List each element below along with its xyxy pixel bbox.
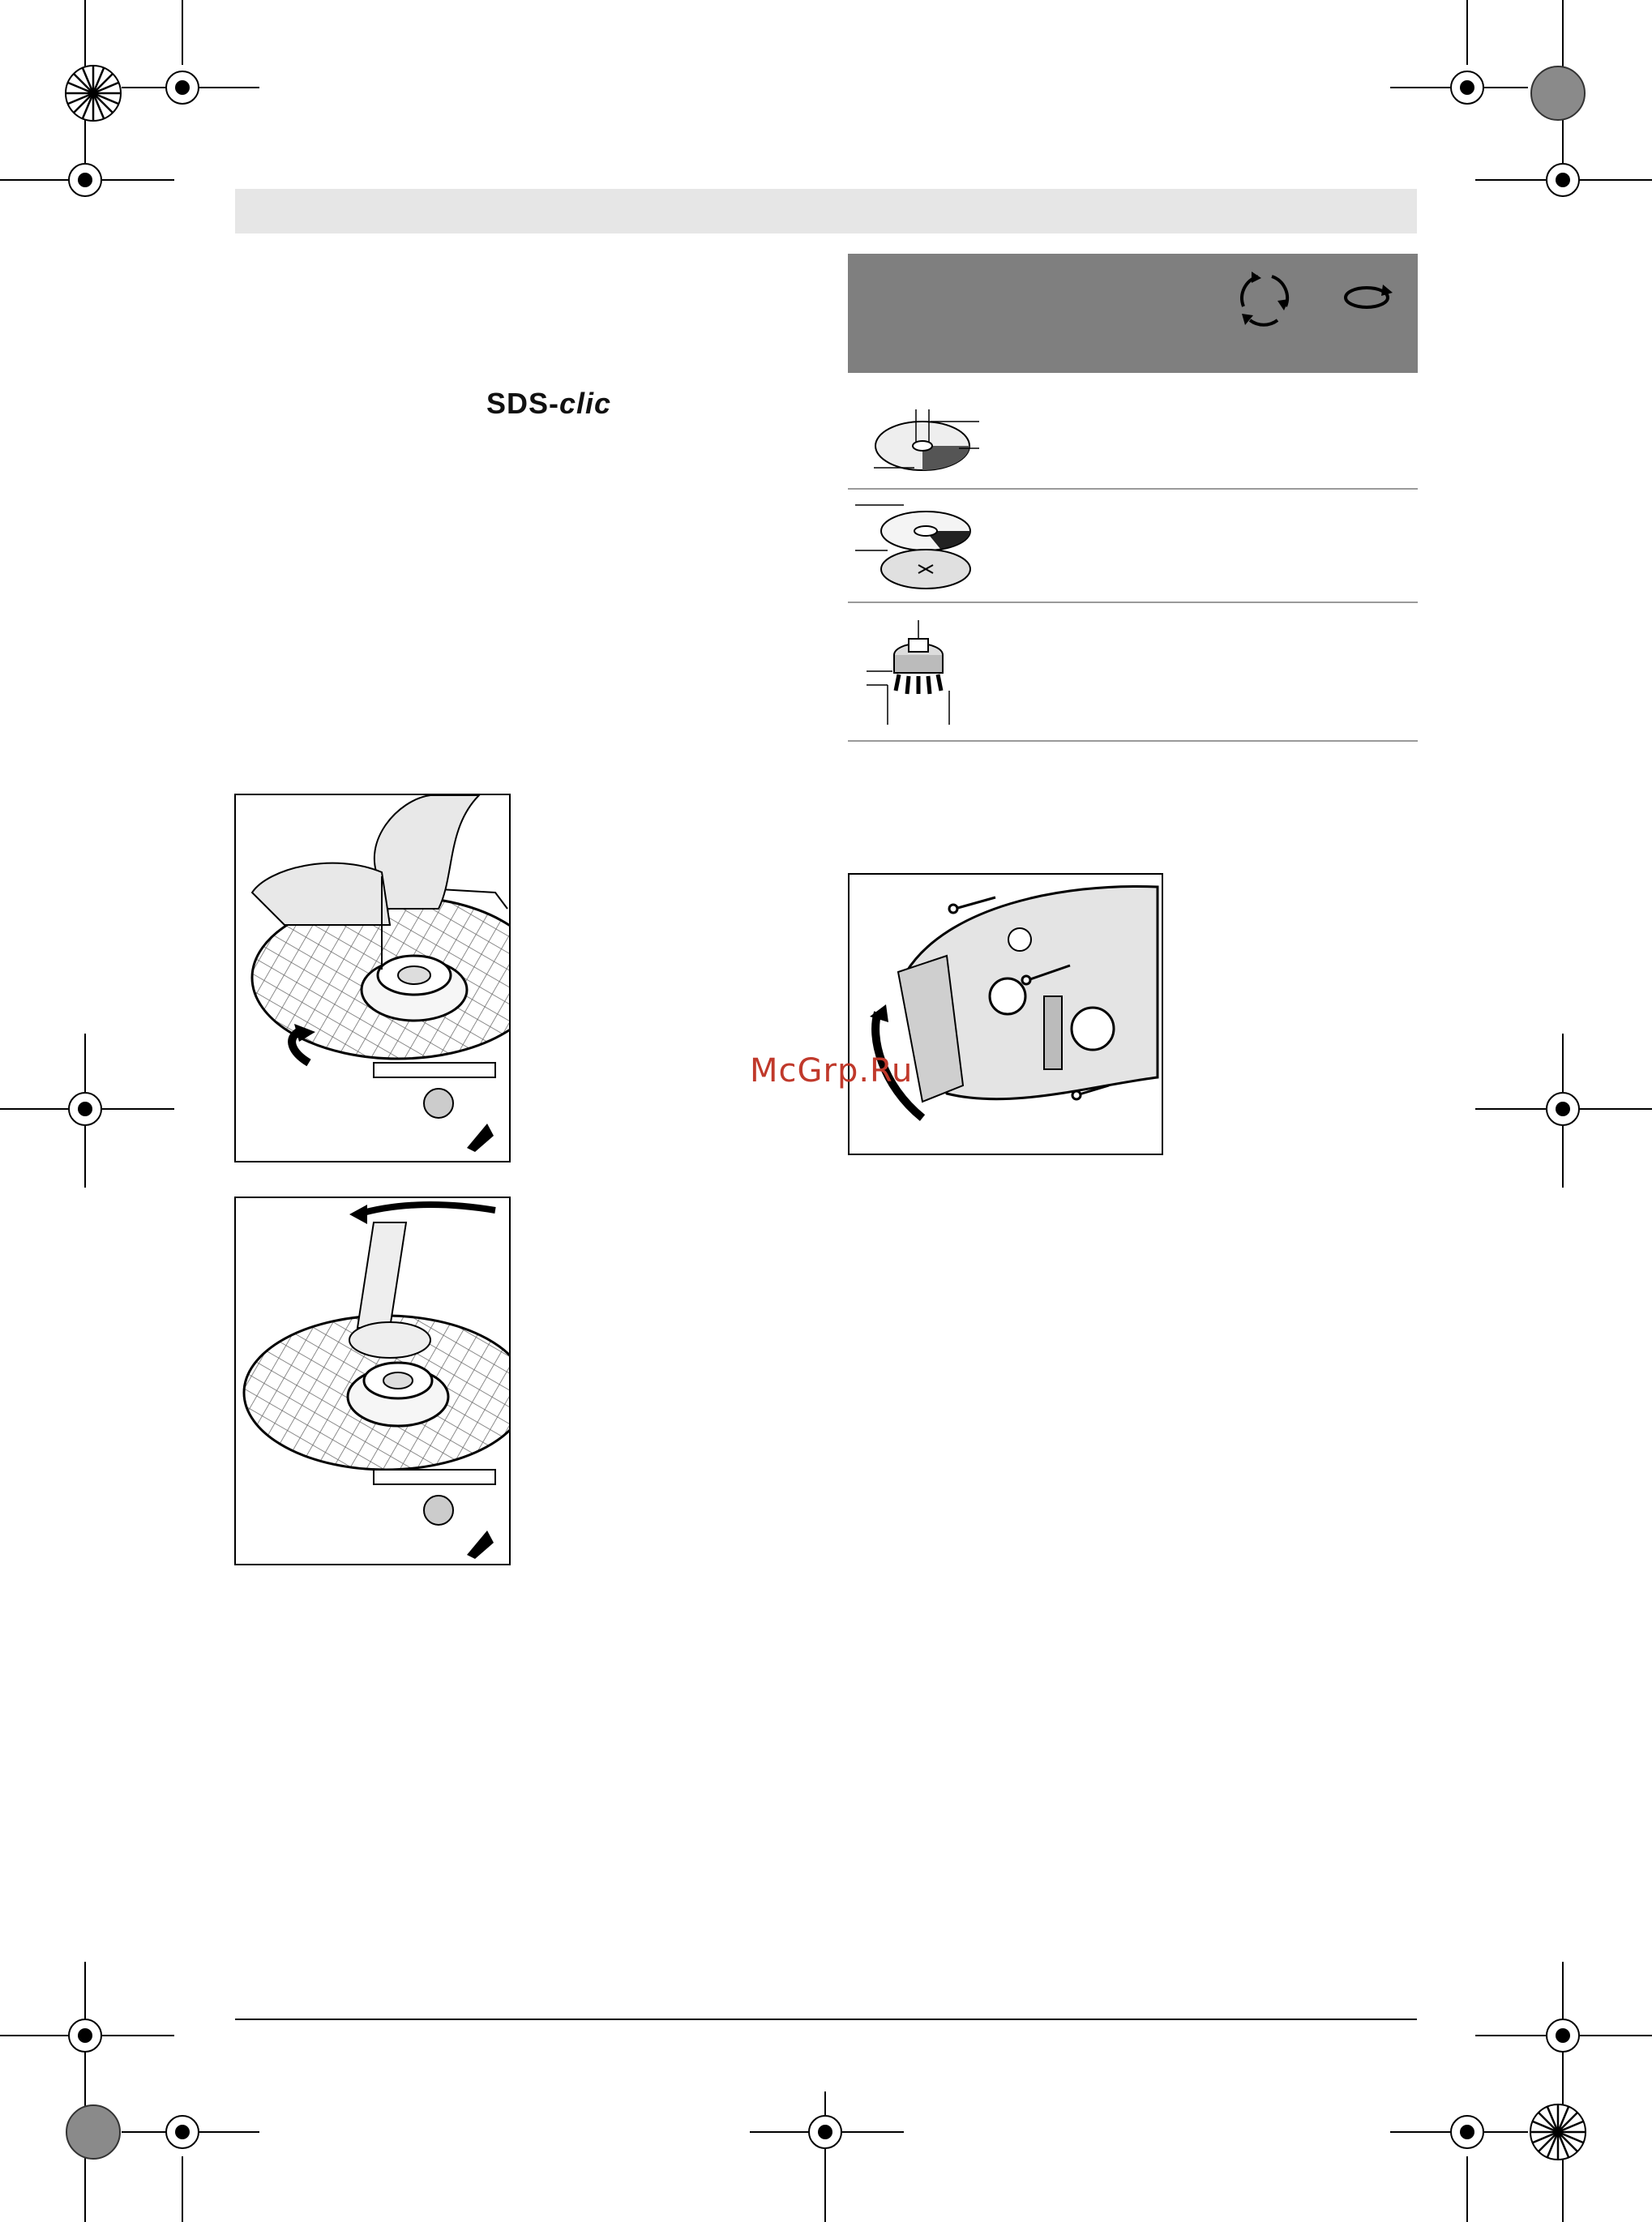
rotation-direction-icon	[1341, 280, 1397, 316]
logo-suffix: clic	[559, 387, 612, 420]
logo-prefix: SDS-	[486, 387, 560, 420]
accessory-table-header	[848, 254, 1418, 373]
watermark: McGrp.Ru	[750, 1052, 914, 1090]
grinding-disc-icon	[855, 499, 985, 596]
cup-brush-icon	[863, 616, 969, 730]
accessory-table-divider	[848, 488, 1418, 490]
gear-head-rotation-figure	[848, 873, 1163, 1155]
footer-rule	[235, 2019, 1417, 2020]
recycle-arrows-icon	[1227, 262, 1300, 335]
accessory-table-divider	[848, 602, 1418, 603]
cutting-disc-icon	[866, 401, 987, 482]
accessory-table-divider	[848, 740, 1418, 742]
header-bar	[235, 189, 1417, 233]
sds-clic-logo	[486, 387, 611, 421]
sds-clic-nut-figure	[234, 794, 511, 1162]
two-pin-spanner-figure	[234, 1197, 511, 1565]
